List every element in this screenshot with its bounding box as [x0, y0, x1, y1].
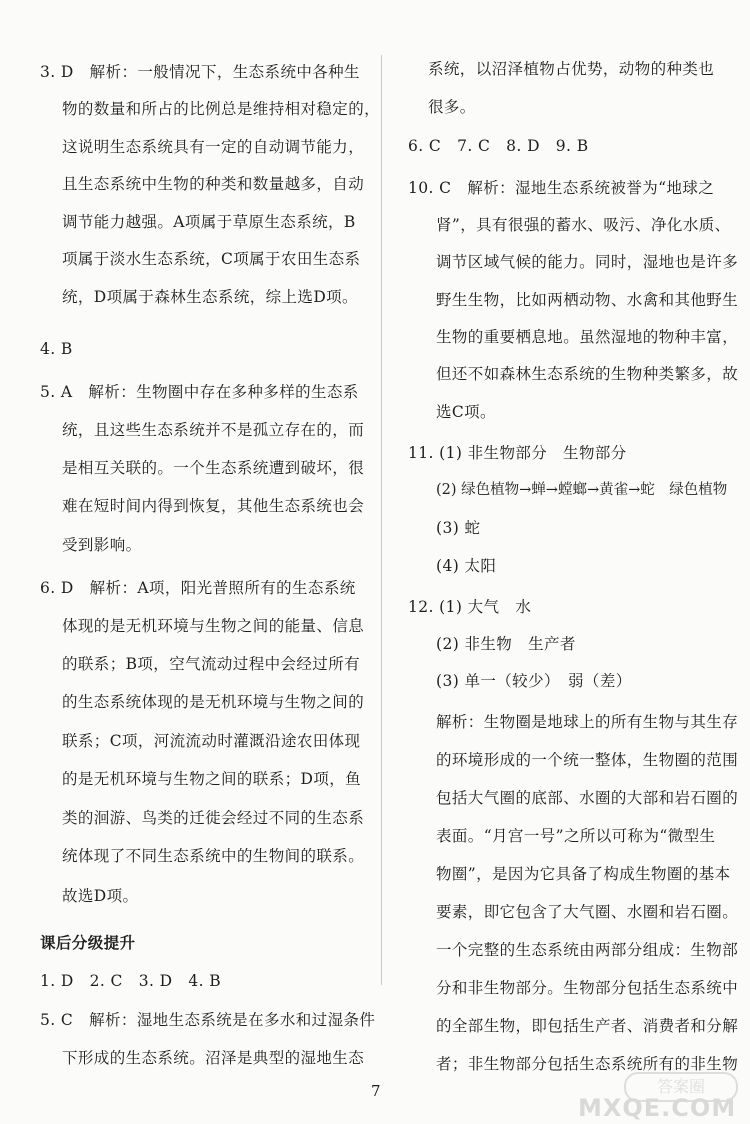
text-line: 6. D 解析：A项，阳光普照所有的生态系统 — [40, 579, 356, 597]
text-line: 5. C 解析：湿地生态系统是在多水和过湿条件 — [40, 1011, 376, 1029]
text-line: 项属于淡水生态系统，C项属于农田生态系 — [62, 250, 361, 268]
text-line: 的生态系统体现的是无机环境与生物之间的 — [62, 693, 365, 711]
text-line: 这说明生态系统具有一定的自动调节能力， — [62, 138, 365, 156]
column-divider — [381, 55, 382, 985]
text-line: 解析：生物圈是地球上的所有生物与其生存 — [436, 713, 739, 731]
text-line: 且生态系统中生物的种类和数量越多，自动 — [62, 175, 365, 193]
text-line: 联系；C项，河流流动时灌溉沿途农田体现 — [62, 732, 361, 750]
answer-item: 12. (1) 大气 水 — [408, 598, 532, 616]
text-line: 10. C 解析：湿地生态系统被誉为“地球之 — [408, 179, 715, 197]
section-heading: 课后分级提升 — [40, 933, 136, 952]
text-line: 分和非生物部分。生物部分包括生态系统中 — [436, 979, 739, 997]
text-line: 物圈”，是因为它具备了构成生物圈的基本 — [436, 865, 731, 883]
text-line: 3. D 解析：一般情况下，生态系统中各种生 — [40, 63, 360, 81]
text-line: 但还不如森林生态系统的生物种类繁多，故 — [436, 365, 739, 383]
text-line: 很多。 — [428, 98, 476, 116]
text-line: 物的数量和所占的比例总是维持相对稳定的， — [62, 100, 381, 118]
text-line: 调节能力越强。A项属于草原生态系统，B — [62, 213, 356, 231]
text-line: 5. A 解析：生物圈中存在多种多样的生态系 — [40, 383, 359, 401]
text-line: 难在短时间内得到恢复，其他生态系统也会 — [62, 497, 365, 515]
answer-item: (2) 非生物 生产者 — [436, 635, 576, 653]
text-line: 受到影响。 — [62, 536, 142, 554]
text-line: 统体现了不同生态系统中的生物间的联系。 — [62, 847, 365, 865]
text-line: 生物的重要栖息地。虽然湿地的物种丰富， — [436, 328, 739, 346]
answer-item: (3) 单一（较少） 弱（差） — [436, 672, 632, 690]
text-line: 统，且这些生态系统并不是孤立存在的，而 — [62, 421, 365, 439]
text-line: 的环境形成的一个统一整体，生物圈的范围 — [436, 751, 739, 769]
text-line: 下形成的生态系统。沼泽是典型的湿地生态 — [62, 1049, 365, 1067]
watermark — [578, 1078, 738, 1122]
answer-item: (4) 太阳 — [436, 557, 497, 575]
text-line: 野生生物，比如两栖动物、水禽和其他野生 — [436, 291, 739, 309]
text-line: 体现的是无机环境与生物之间的能量、信息 — [62, 617, 365, 635]
food-chain-line: (2) 绿色植物→蝉→螳螂→黄雀→蛇 绿色植物 — [436, 482, 728, 498]
text-line: 选C项。 — [436, 403, 496, 421]
top-scan-edge — [0, 0, 750, 10]
text-line: 要素，即它包含了大气圈、水圈和岩石圈。 — [436, 903, 739, 921]
text-line: 故选D项。 — [62, 887, 139, 905]
text-line: 的是无机环境与生物之间的联系；D项，鱼 — [62, 770, 362, 788]
answer-item: 1. D 2. C 3. D 4. B — [40, 972, 222, 990]
text-line: 表面。“月宫一号”之所以可称为“微型生 — [436, 827, 716, 845]
text-line: 一个完整的生态系统由两部分组成：生物部 — [436, 941, 739, 959]
text-line: 是相互关联的。一个生态系统遭到破坏，很 — [62, 459, 365, 477]
text-line: 调节区域气候的能力。同时，湿地也是许多 — [436, 253, 739, 271]
text-line: 包括大气圈的底部、水圈的大部和岩石圈的 — [436, 789, 739, 807]
text-line: 者；非生物部分包括生态系统所有的非生物 — [436, 1055, 739, 1073]
text-line: 的联系；B项，空气流动过程中会经过所有 — [62, 655, 360, 673]
page-number: 7 — [371, 1082, 381, 1100]
watermark-logo: 答案圈 — [624, 1072, 738, 1102]
answer-item: 6. C 7. C 8. D 9. B — [408, 137, 589, 155]
text-line: 统，D项属于森林生态系统，综上选D项。 — [62, 288, 358, 306]
watermark-text: MXQE.COM — [578, 1094, 737, 1122]
answer-item: 11. (1) 非生物部分 生物部分 — [408, 444, 627, 462]
answer-item: 4. B — [40, 340, 73, 358]
text-line: 的全部生物，即包括生产者、消费者和分解 — [436, 1017, 739, 1035]
text-line: 系统，以沼泽植物占优势，动物的种类也 — [428, 60, 715, 78]
text-line: 类的洄游、鸟类的迁徙会经过不同的生态系 — [62, 809, 365, 827]
text-line: 肾”，具有很强的蓄水、吸污、净化水质、 — [436, 216, 731, 234]
answer-item: (3) 蛇 — [436, 519, 481, 537]
